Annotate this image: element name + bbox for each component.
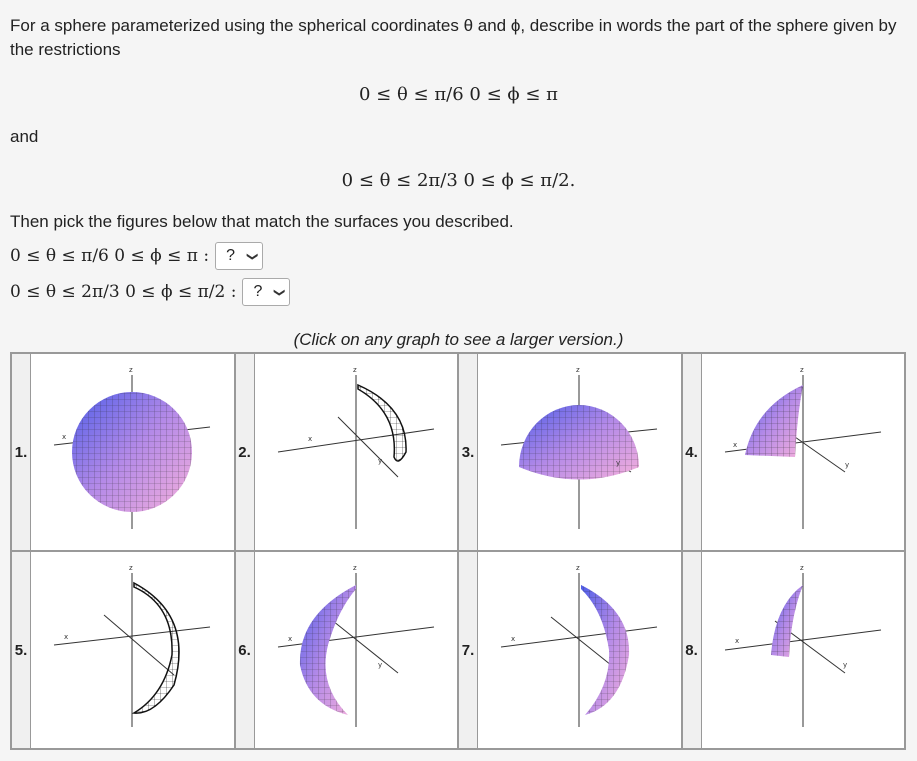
figure-cell-3[interactable] — [458, 353, 682, 551]
question-intro: For a sphere parameterized using the spherical coordinates θ and ϕ, describe in words the part of the sphere given by the restrictions — [10, 16, 897, 59]
figure-cell-2[interactable] — [235, 353, 459, 551]
pick-label-2: 0 ≤ θ ≤ 2π/3 0 ≤ ϕ ≤ π/2 : — [10, 282, 237, 302]
full-sphere-icon — [34, 357, 230, 547]
figure-number: 5. — [12, 552, 31, 748]
chevron-down-icon: ❮ — [245, 251, 258, 261]
pick-label-1: 0 ≤ θ ≤ π/6 0 ≤ ϕ ≤ π : — [10, 246, 210, 266]
chevron-down-icon: ❮ — [273, 287, 286, 297]
svg-text:y: y — [842, 661, 847, 669]
svg-text:y: y — [377, 661, 382, 669]
wedge-full-left-icon — [258, 555, 454, 745]
select-value: ? — [253, 283, 263, 300]
svg-text:z: z — [129, 564, 133, 572]
figure-number: 2. — [236, 354, 255, 550]
svg-text:x: x — [62, 433, 67, 441]
figure-number: 8. — [683, 552, 702, 748]
svg-text:z: z — [799, 564, 804, 572]
figure-graph-2[interactable] — [255, 354, 458, 550]
figure-number: 4. — [683, 354, 702, 550]
thin-wedge-upper-icon — [258, 357, 454, 547]
figure-graph-7[interactable] — [478, 552, 681, 748]
svg-text:z: z — [576, 564, 580, 572]
figure-number: 6. — [236, 552, 255, 748]
svg-text:z: z — [129, 366, 133, 374]
figure-graph-1[interactable] — [31, 354, 234, 550]
svg-text:y: y — [616, 459, 621, 467]
figure-select-2[interactable] — [242, 278, 290, 306]
figure-graph-8[interactable] — [702, 552, 905, 748]
svg-text:z: z — [352, 366, 357, 374]
svg-text:y: y — [377, 457, 382, 465]
pick-row-1 — [10, 242, 263, 270]
and-label: and — [10, 127, 39, 146]
svg-text:x: x — [734, 637, 739, 645]
wedge-full-right-icon — [481, 555, 677, 745]
pick-row-2 — [10, 278, 290, 306]
figure-cell-1[interactable] — [11, 353, 235, 551]
figure-cell-8[interactable] — [682, 551, 906, 749]
svg-text:x: x — [511, 635, 516, 643]
figure-cell-5[interactable] — [11, 551, 235, 749]
figure-cell-6[interactable] — [235, 551, 459, 749]
figure-grid — [10, 352, 906, 750]
figure-cell-4[interactable] — [682, 353, 906, 551]
figure-graph-3[interactable] — [478, 354, 681, 550]
svg-text:z: z — [576, 366, 580, 374]
svg-text:x: x — [732, 441, 737, 449]
restriction-1: 0 ≤ θ ≤ π/6 0 ≤ ϕ ≤ π — [358, 84, 558, 105]
figure-number: 7. — [459, 552, 478, 748]
figure-graph-6[interactable] — [255, 552, 458, 748]
figure-graph-4[interactable] — [702, 354, 905, 550]
svg-text:y: y — [844, 461, 849, 469]
small-wedge-upper-icon — [705, 555, 901, 745]
figure-graph-5[interactable] — [31, 552, 234, 748]
restriction-2: 0 ≤ θ ≤ 2π/3 0 ≤ ϕ ≤ π/2. — [341, 170, 576, 191]
upper-hemisphere-icon — [481, 357, 677, 547]
instruction-text: Then pick the figures below that match the surfaces you described. — [10, 212, 514, 231]
wedge-upper-icon — [705, 357, 901, 547]
figure-number: 3. — [459, 354, 478, 550]
svg-text:x: x — [307, 435, 312, 443]
svg-text:x: x — [64, 633, 69, 641]
figure-cell-7[interactable] — [458, 551, 682, 749]
svg-text:x: x — [287, 635, 292, 643]
thin-wedge-full-icon — [34, 555, 230, 745]
figure-select-1[interactable] — [215, 242, 263, 270]
svg-text:z: z — [352, 564, 357, 572]
figure-number: 1. — [12, 354, 31, 550]
select-value: ? — [226, 247, 235, 264]
svg-text:z: z — [799, 366, 804, 374]
click-note: (Click on any graph to see a larger version.) — [293, 330, 624, 349]
